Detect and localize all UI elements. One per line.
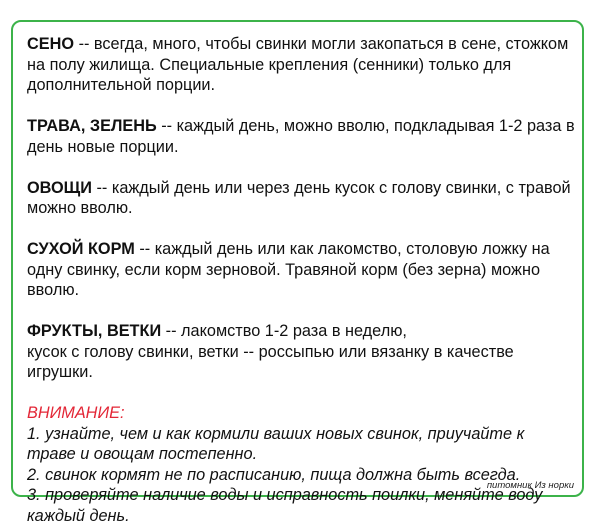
section-dry-food [27,239,575,301]
warning-item: 2. свинок кормят не по расписанию, пища должна быть всегда. [27,465,521,484]
warning-item: 3. проверяйте наличие воды и исправность поилки, меняйте воду каждый день. [27,486,543,525]
credit-text: питомник Из норки [486,480,574,491]
section-text: -- лакомство 1-2 раза в неделю, [161,322,407,340]
warning-title: ВНИМАНИЕ: [27,404,125,422]
section-term: ТРАВА, ЗЕЛЕНЬ [27,117,157,135]
section-text: -- каждый день, можно вволю, подкладывая 1-2 раза в день новые порции. [27,117,575,156]
section-term: СЕНО [27,35,75,53]
section-text: -- каждый день или через день кусок с голову свинки, с травой можно вволю. [27,178,571,217]
warning-item: 1. узнайте, чем и как кормили ваших новых свинок, приучайте к траве и овощам постепенно. [27,424,525,463]
guide-content [27,34,575,526]
warning-block [27,403,575,526]
section-text: -- всегда, много, чтобы свинки могли закопаться в сене, стожком на полу жилища. Специальные крепления (сенники) только для дополнительной порции. [27,35,569,94]
section-term: СУХОЙ КОРМ [27,240,135,258]
section-text-continued: кусок с голову свинки, ветки -- россыпью или вязанку в качестве игрушки. [27,342,514,381]
section-term: ФРУКТЫ, ВЕТКИ [27,322,162,340]
section-term: ОВОЩИ [27,178,92,197]
section-fruits [27,321,575,383]
feeding-guide-card [11,20,584,525]
section-grass [27,116,575,157]
section-vegetables [27,178,575,219]
section-text: -- каждый день или как лакомство, столовую ложку на одну свинку, если корм зерновой. Травяной корм (без зерна) можно вволю. [27,240,550,299]
section-hay [27,34,575,96]
